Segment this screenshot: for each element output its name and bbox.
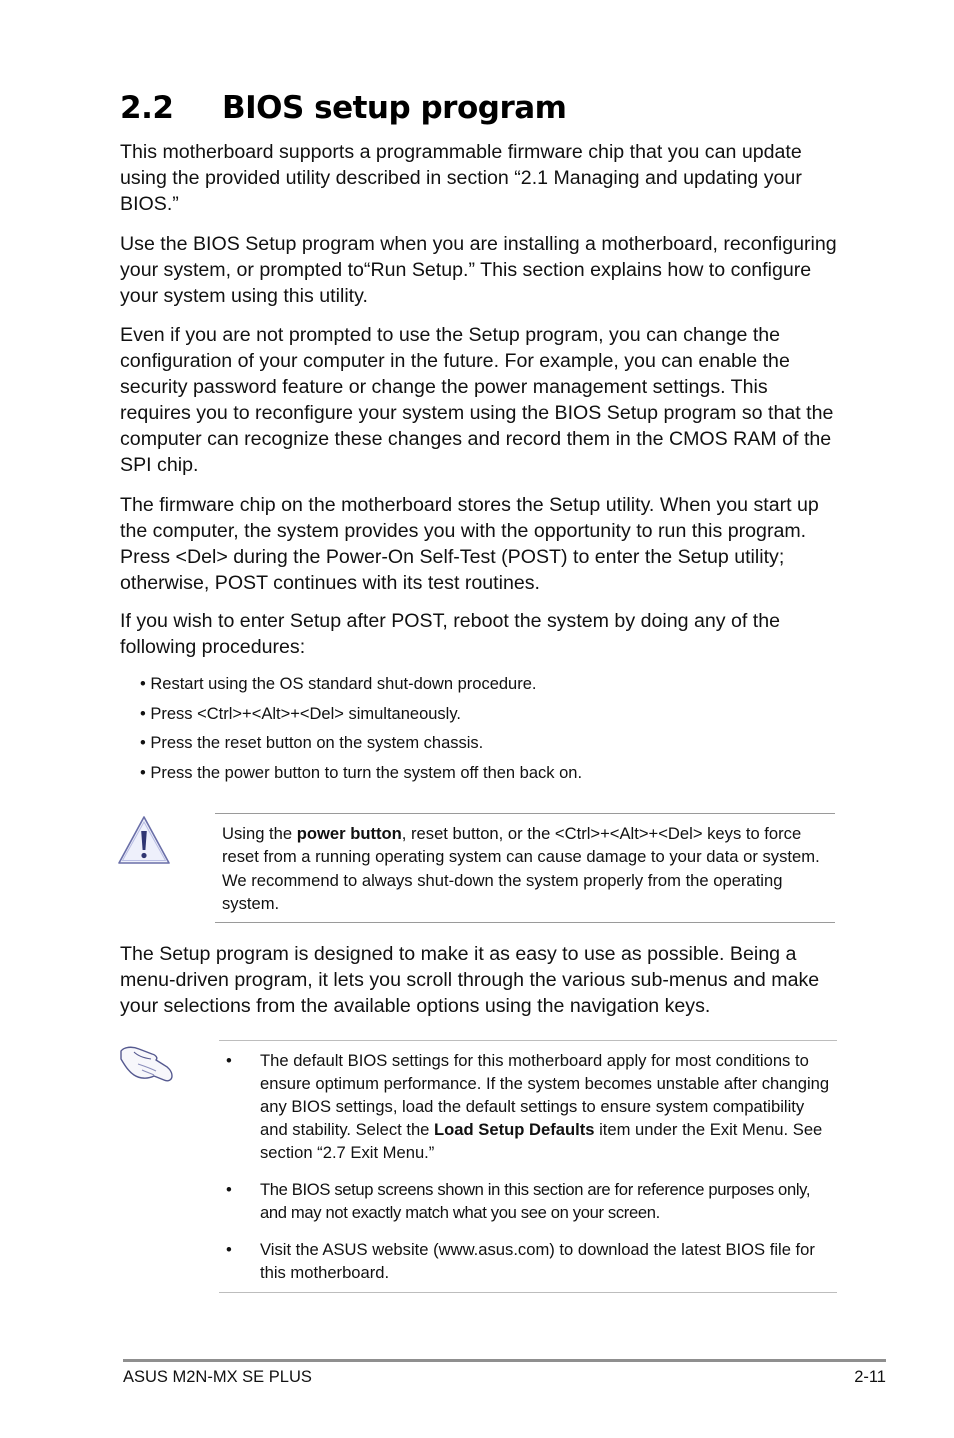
warning-triangle-icon <box>116 814 172 866</box>
usage-paragraph: Use the BIOS Setup program when you are installing a motherboard, reconfiguring your system, or prompted to“Run Setup.” This section explains how to configure your system using this utility. <box>120 233 837 307</box>
note-top-divider <box>219 1040 837 1041</box>
note-emphasis: Load Setup Defaults <box>434 1120 595 1139</box>
list-item: • Press <Ctrl>+<Alt>+<Del> simultaneously. <box>140 704 461 723</box>
note-bottom-divider <box>219 1292 837 1293</box>
list-item: • Press the reset button on the system chassis. <box>140 734 484 752</box>
footer-product-name: ASUS M2N-MX SE PLUS <box>123 1368 312 1386</box>
section-number: 2.2 <box>120 90 174 126</box>
bullet: • <box>226 1180 232 1199</box>
list-item: • Restart using the OS standard shut-down procedure. <box>140 675 537 693</box>
warning-emphasis: power button <box>296 824 402 843</box>
footer-page-number: 2-11 <box>854 1368 886 1386</box>
footer-divider <box>123 1359 886 1362</box>
reboot-procedure-list <box>140 674 820 792</box>
warning-bottom-divider <box>215 922 835 923</box>
bullet: • <box>226 1051 232 1070</box>
firmware-paragraph: The firmware chip on the motherboard stores the Setup utility. When you start up the computer, the system provides you with the opportunity to run this program. Press <Del> during the Power-On Self-Test (POST) to enter the Setup utility; otherwise, POST continues with its test routines. <box>120 494 819 594</box>
navigation-paragraph: The Setup program is designed to make it as easy to use as possible. Being a menu-driven program, it lets you scroll through the various sub-menus and make your selections from the available options using the navigation keys. <box>120 943 820 1017</box>
section-title: BIOS setup program <box>222 90 567 126</box>
warning-top-divider <box>215 813 835 814</box>
bullet: • <box>226 1240 232 1259</box>
section-heading <box>120 86 566 130</box>
configuration-paragraph: Even if you are not prompted to use the Setup program, you can change the configuration of your computer in the future. For example, you can enable the security password feature or change the power management settings. This requires you to reconfigure your system using the BIOS Setup program so that the computer can recognize these changes and record them in the CMOS RAM of the SPI chip. <box>120 324 834 476</box>
pointing-hand-icon <box>118 1042 176 1084</box>
reboot-paragraph: If you wish to enter Setup after POST, reboot the system by doing any of the following procedures: <box>120 610 781 658</box>
list-item: • Press the power button to turn the system off then back on. <box>140 763 583 782</box>
manual-page: 2.2 BIOS setup program This motherboard supports a programmable firmware chip that you can update using the provided utility described in section “2.1 Managing and updating your BIOS.” Use the BIOS Setup program when you are installing a motherboard, reconfiguring your system, or prompted to“Run Setup.” This section explains how to configure your system using this utility. Even if you are not prompted to use the Setup program, you can change the configuration of your computer in the future. For example, you can enable the security password feature or change the power management settings. This requires you to reconfigure your system using the BIOS Setup program so that the computer can recognize these changes and record them in the CMOS RAM of the SPI chip. The firmware chip on the motherboard stores the Setup utility. When you start up the computer, the system provides you with the opportunity to run this program. Press <Del> during the Power-On Self-Test (POST) to enter the Setup utility; otherwise, POST continues with its test routines. If you wish to enter Setup after POST, reboot the system by doing any of the following procedures: • Restart using the OS standard shut-down procedure. • Press <Ctrl>+<Alt>+<Del> simultaneously. • Press the reset button on the system chassis. • Press the power button to turn the system off then back on. Using the power button, reset button, or the <Ctrl>+<Alt>+<Del> keys to force reset from a running operating system can cause damage to your data or system. We recommend to always shut-down the system properly from the operating system. The Setup program is designed to make it as easy to use as possible. Being a menu-driven program, it lets you scroll through the various sub-menus and make your selections from the available options using the navigation keys. • The default BIOS settings for this motherboard apply for most conditions to ensure optimum performance. If the system becomes unstable after changing any BIOS settings, load the default settings to ensure system compatibility and stability. Select the Load Setup Defaults item under the Exit Menu. See section “2.7 Exit Menu.” • The BIOS setup screens shown in this section are for reference purposes only, and may not exactly match what you see on your screen. • Visit the ASUS website (www.asus.com) to download the latest BIOS file for this motherboard. ASUS M2N-MX SE PLUS 2-11 <box>0 0 954 1438</box>
warning-text: Using the power button, reset button, or the <Ctrl>+<Alt>+<Del> keys to force reset from a running operating system can cause damage to your data or system. We recommend to always shut-down the system properly from the operating system. <box>222 824 820 913</box>
intro-paragraph: This motherboard supports a programmable firmware chip that you can update using the provided utility described in section “2.1 Managing and updating your BIOS.” <box>120 141 802 215</box>
